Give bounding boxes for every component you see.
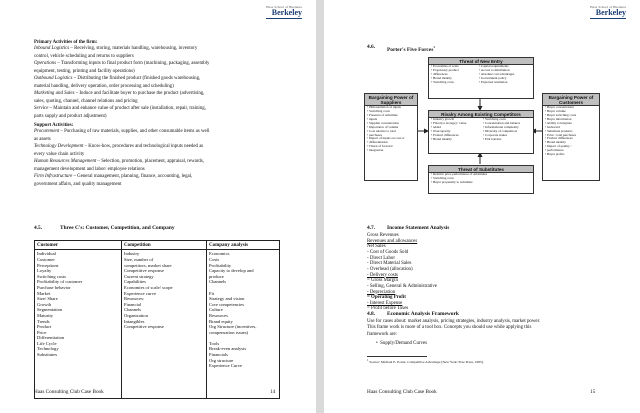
customer-power-item: • Buyer concentration — [545, 105, 574, 110]
primary-activity-line — [34, 91, 204, 97]
supplier-power-item: • Impact of inputs on cost or — [367, 136, 405, 141]
competition-item: competitors, market share — [124, 262, 172, 268]
rivalry-item: • Diversity of competitors — [483, 128, 518, 133]
customer-power-item: • performance — [545, 148, 564, 153]
company-item: Culture — [209, 307, 223, 313]
income-statement-line: - Depreciation — [367, 289, 396, 295]
economic-analysis-line: framework are: — [367, 331, 398, 337]
company-item: compensation issues) — [209, 329, 249, 335]
section-4-7-number: 4.7. — [367, 225, 376, 231]
table-cell-customer — [35, 250, 122, 399]
income-statement-line: Revenues and allowances — [367, 238, 418, 244]
competition-item: Resources: — [124, 296, 145, 302]
supplier-power-item: • Differentiation of inputs — [367, 105, 401, 110]
supplier-power-item: • integration — [367, 148, 384, 153]
competition-item: Current strategy — [124, 273, 154, 279]
customer-item: Differentiation — [37, 335, 65, 341]
customer-power-box — [542, 93, 600, 181]
income-statement-line: - Direct Labor — [367, 255, 395, 261]
primary-activity-line — [34, 106, 206, 112]
customer-item: Price — [37, 329, 47, 335]
page-number-14: 14 — [270, 389, 276, 395]
logo-small-text: Haas School of Business — [590, 5, 626, 9]
footnote: $^1$ Source: Michael E. Porter, Competitive Advantage (New York: Free Press, 1985). — [367, 358, 484, 365]
support-activity-line — [34, 137, 51, 143]
substitute-item: • Relative price performance of substitutes — [431, 172, 488, 177]
logo-wordmark: Berkeley — [271, 8, 302, 18]
primary-activity-line — [34, 84, 174, 90]
company-item: Costs — [209, 256, 220, 262]
primary-activity-description: – Maintain and enhance value of product after sale (installation, repair, training, — [48, 106, 206, 112]
supplier-power-item: • Threat of forward — [367, 144, 393, 149]
supplier-power-item: • purchases — [367, 132, 382, 137]
support-activity-line — [34, 182, 122, 188]
support-activity-description: every value chain activity — [34, 151, 85, 157]
company-item: Channels — [209, 279, 227, 285]
competition-item: Channels — [124, 307, 142, 313]
customer-power-item: • Buyer profits — [545, 152, 565, 157]
page-gutter — [316, 0, 324, 413]
income-statement-line: = Profit before Taxes — [367, 306, 409, 312]
income-statement-line: - Interest Expense — [367, 300, 403, 306]
threat-of-new-entry-title: Threat of New Entry — [429, 58, 533, 65]
competition-item: Competitive response — [124, 324, 164, 330]
rivalry-title: Rivalry Among Existing Competitors — [429, 111, 533, 118]
rivalry-item: • Concentration and balance — [483, 121, 521, 126]
customer-power-item: • backward — [545, 124, 560, 129]
supplier-power-item: • Switching costs — [367, 109, 390, 114]
income-statement-line: Gross Revenues — [367, 233, 399, 238]
footnote-rule — [367, 356, 427, 357]
table-header-competition: Competition — [122, 241, 207, 250]
competition-item: Experience curve — [124, 290, 157, 296]
customer-item: Trends — [37, 318, 50, 324]
rivalry-item: • Brand identity — [431, 136, 452, 141]
table-cell-company — [207, 250, 280, 399]
supplier-power-title: Bargaining Power of Suppliers — [365, 94, 417, 106]
entry-barrier-item: • Proprietary product — [431, 68, 459, 73]
threat-of-substitutes-title: Threat of Substitutes — [429, 166, 533, 173]
section-4-7-title: Income Statement Analysis — [387, 225, 450, 231]
company-item: Tools — [209, 340, 220, 346]
page-14 — [0, 0, 316, 413]
entry-barrier-item: • differences — [431, 72, 448, 76]
support-activity-line — [34, 174, 192, 180]
primary-activity-description: sales, quoting, channel, channel relations and pricing — [34, 98, 138, 104]
company-item: Org structure — [209, 357, 234, 363]
footer-left-15: Haas Consulting Club Case Book — [367, 389, 437, 395]
logo-small-text: Haas School of Business — [266, 5, 302, 9]
economic-analysis-line: Use for cases about: market analysis, pricing strategies, industry analysis, market power. — [367, 319, 541, 324]
competition-item: Financial — [124, 301, 142, 307]
table-header-customer: Customer — [35, 241, 122, 250]
customer-item: Maturity — [37, 312, 54, 318]
section-4-8-number: 4.8. — [367, 311, 376, 317]
primary-activity-term: Inbound Logistics — [34, 46, 70, 51]
company-item: Experience Curve — [209, 363, 243, 369]
supplier-power-item: • Importance of volume — [367, 124, 399, 129]
primary-activity-line — [34, 46, 197, 52]
customer-item: Substitutes — [37, 352, 58, 358]
primary-activity-description: parts supply and product adjustment) — [34, 113, 107, 119]
rivalry-box — [428, 110, 534, 154]
company-item: produce — [209, 273, 224, 279]
customer-power-item: • Impact of quality / — [545, 144, 572, 149]
rivalry-item: • Exit barriers — [483, 136, 502, 141]
competition-item: Economies of scale/ scope — [124, 284, 173, 290]
primary-activity-description: – Receiving, storing, materials handling, warehousing, inventory — [69, 46, 198, 51]
support-activity-term: Procurement — [34, 129, 60, 134]
company-item: Break-even analysis — [209, 346, 247, 352]
primary-activity-line — [34, 99, 138, 105]
entry-barrier-item: • Access to distribution — [479, 68, 510, 73]
customer-power-item: • Ability to integrate — [545, 120, 572, 125]
income-statement-line: - Direct Material Sales — [367, 261, 412, 267]
rivalry-item: • Fixed (or storage) / value — [431, 121, 467, 126]
customer-power-item: • Buyer switching costs — [545, 113, 577, 117]
customer-item: Size/ Share — [37, 296, 58, 302]
section-4-5-title: Three C's: Customer, Competition, and Company — [60, 225, 175, 231]
rivalry-item: • Product differences — [431, 132, 459, 137]
support-activity-term: Human Resources Management — [34, 159, 97, 165]
supplier-power-item: • Supplier concentration — [367, 120, 399, 125]
support-activity-line — [34, 144, 203, 150]
competition-item: Intangibles — [124, 318, 145, 324]
entry-barrier-item: • Absolute cost advantages — [479, 72, 515, 76]
income-statement-line: - Delivery costs — [367, 272, 398, 278]
supplier-power-item: • Cost relative to total — [367, 128, 396, 133]
supplier-power-item: • inputs — [367, 116, 378, 121]
support-activity-line — [34, 167, 145, 173]
customer-power-item: • Product differences — [545, 136, 573, 141]
income-statement-line: Net Sales — [367, 244, 386, 250]
support-activity-term: Technology Development — [34, 144, 84, 150]
primary-activity-line — [34, 54, 134, 60]
company-item: Core competencies — [209, 301, 245, 307]
supplier-power-item: • Presence of substitute — [367, 113, 398, 117]
customer-item: Life Cycle — [37, 340, 57, 346]
section-4-6-number: 4.6. — [367, 44, 376, 50]
support-activity-line — [34, 159, 204, 165]
support-activity-term: Firm Infrastructure — [34, 174, 73, 180]
supplier-power-box — [364, 93, 418, 181]
customer-power-item: • Buyer volume — [545, 109, 566, 114]
customer-item: Customer — [37, 256, 55, 262]
company-item: Financials — [209, 352, 228, 358]
company-item: Strategy and vision — [209, 296, 245, 302]
primary-activity-description: equipment, testing, printing and facility operations) — [34, 68, 135, 74]
competition-item: Industry — [124, 251, 140, 257]
income-statement-line: - Cost of Goods Sold — [367, 249, 409, 255]
primary-activity-line — [34, 69, 135, 75]
customer-item: Switching costs — [37, 273, 66, 279]
berkeley-haas-logo — [266, 6, 302, 19]
entry-barrier-item: • Switching costs — [431, 79, 454, 84]
competition-item: Competitive response — [124, 268, 164, 274]
customer-item: Profitability of customer — [37, 279, 83, 285]
economic-analysis-line: This frame work is more of a tool box. Concepts you should use while applying this — [367, 325, 532, 331]
section-4-6-title: Porter's Five Forces$^1$ — [387, 45, 436, 53]
entry-barrier-item: • Capital requirements — [479, 64, 509, 69]
primary-activity-description: material handling, delivery operation, order processing and scheduling) — [34, 83, 174, 89]
entry-barrier-item: • Government policy — [479, 75, 507, 80]
customer-power-title: Bargaining Power of Customers — [543, 94, 599, 106]
support-activity-description: – Purchasing of raw materials, supplies, and other consumable items as well — [59, 129, 210, 134]
rivalry-item: • Switching costs — [483, 117, 506, 122]
entry-barrier-item: • Expected retaliation — [479, 79, 508, 84]
page-15 — [324, 0, 640, 413]
income-statement-line: = Gross Margin — [367, 278, 398, 284]
customer-item: Product — [37, 324, 52, 330]
primary-activity-line — [34, 61, 210, 67]
table-cell-competition — [122, 250, 207, 399]
support-activity-description: management development and labor/ employee relations — [34, 166, 145, 172]
support-activities-heading: Support Activities: — [34, 123, 74, 128]
primary-activity-term: Marketing and Sales — [34, 91, 75, 97]
section-4-5-number: 4.5. — [34, 225, 43, 231]
company-item: Fit — [209, 290, 215, 296]
support-activity-description: – General management, planning, finance, accounting, legal, — [72, 174, 193, 180]
primary-activity-line — [34, 114, 107, 120]
customer-item: Segmentation — [37, 307, 63, 313]
customer-power-item: • Price / total purchases — [545, 132, 577, 137]
primary-activity-description: control, vehicle scheduling and returns to suppliers — [34, 53, 134, 59]
income-statement-line: - Selling, General & Administrative — [367, 283, 437, 289]
rivalry-item: • Informational complexity — [483, 125, 519, 129]
footer-left-14: Haas Consulting Club Case Book — [34, 389, 104, 395]
ea-bullet-item: • Supply/Demand Curves — [376, 341, 428, 346]
customer-item: Loyalty — [37, 268, 52, 274]
competition-item: Capabilities — [124, 279, 146, 285]
rivalry-item: • Overcapacity — [431, 128, 451, 133]
substitute-item: • Switching costs — [431, 176, 454, 181]
substitute-item: • Buyer propensity to substitute — [431, 180, 473, 184]
support-activity-line — [34, 129, 209, 135]
company-item: Economics — [209, 251, 230, 257]
competition-item: Organization — [124, 312, 148, 318]
entry-barrier-item: • Economies of scale — [431, 64, 459, 69]
support-activity-description: government affairs, and quality management — [34, 181, 122, 187]
competition-item: Size, number of — [124, 256, 154, 262]
table-header-company: Company analysis — [207, 241, 280, 250]
supplier-power-item: • differentiation — [367, 140, 388, 145]
support-activity-description: as assets — [34, 136, 51, 142]
company-item: Org Structure (incentives, — [209, 324, 257, 330]
primary-activity-term: Operations — [34, 61, 57, 67]
entry-barrier-item: • Brand identity — [431, 75, 452, 80]
company-item: Capacity to develop and — [209, 268, 254, 274]
customer-item: Market — [37, 290, 51, 296]
support-activity-description: – Selection, promotion, placement, appraisal, rewards, — [96, 159, 204, 165]
support-activity-description: – Know-how, procedures and technological inputs needed as — [83, 144, 204, 150]
threat-of-new-entry-box — [428, 57, 534, 99]
logo-wordmark: Berkeley — [595, 8, 626, 18]
primary-activity-description: – Induce and facilitate buyer to purchase the product (advertising, — [74, 91, 205, 97]
customer-item: Growth — [37, 301, 52, 307]
primary-activity-line — [34, 76, 200, 82]
section-4-8-title: Economic Analysis Framework — [387, 311, 459, 317]
primary-activity-term: Service — [34, 106, 49, 112]
support-activity-line — [34, 152, 84, 158]
customer-power-item: • Brand identity — [545, 140, 566, 145]
customer-item: Technology — [37, 346, 59, 352]
three-cs-table — [34, 240, 280, 399]
rivalry-item: • added — [431, 125, 441, 129]
primary-activity-description: – Transforming inputs to final product form (machining, packaging, assembly — [56, 61, 210, 67]
rivalry-item: • Industry growth — [431, 117, 455, 122]
income-statement-line: - Overhead (allocation) — [367, 266, 413, 272]
rivalry-item: • Corporate stakes — [483, 132, 508, 137]
company-item: Resources — [209, 312, 228, 318]
threat-of-substitutes-box — [428, 165, 534, 194]
customer-item: Individual — [37, 251, 56, 257]
primary-activity-description: – Distributing the finished product (finished goods warehousing, — [72, 76, 201, 82]
customer-item: Purchase behavior — [37, 284, 71, 290]
customer-power-item: • Substitute products — [545, 128, 573, 133]
page-number-15: 15 — [590, 389, 596, 395]
primary-activities-heading: Primary Activities of the firm: — [34, 40, 98, 45]
ea-bullet-text: Supply/Demand Curves — [380, 341, 428, 346]
income-statement-line: = Operating Profit — [367, 295, 406, 301]
primary-activity-term: Outbound Logistics — [34, 76, 73, 82]
customer-power-item: • Buyer information — [545, 116, 572, 121]
customer-item: Perceptions — [37, 262, 59, 268]
company-item: Profitability — [209, 262, 232, 268]
company-item: Brand equity — [209, 318, 233, 324]
